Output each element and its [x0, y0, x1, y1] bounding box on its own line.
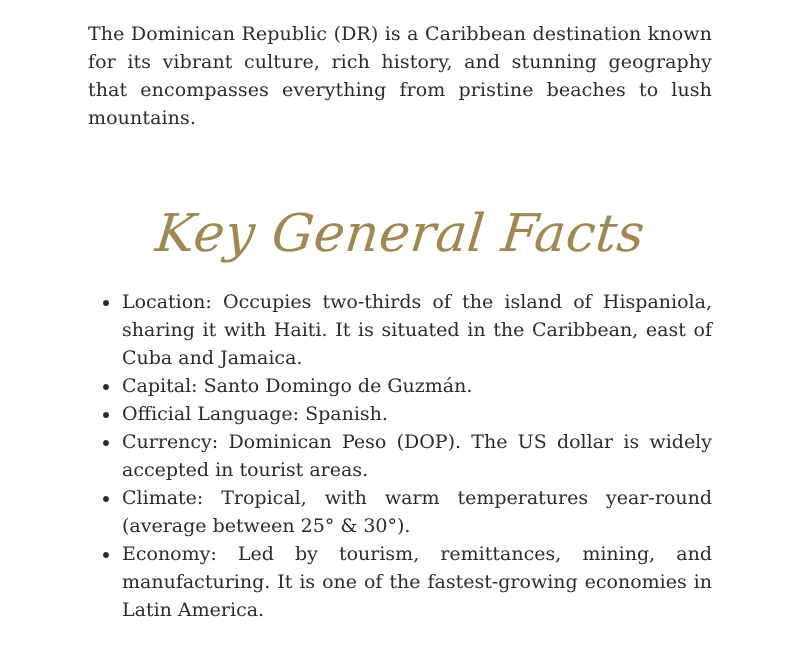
fact-economy — [88, 540, 712, 624]
fact-climate — [88, 484, 712, 540]
bullet-icon — [103, 412, 109, 418]
fact-text: Location: Occupies two-thirds of the island of Hispaniola, sharing it with Haiti. It is situated in the Caribbean, east of Cuba and Jamaica. — [122, 291, 712, 369]
fact-location — [88, 288, 712, 372]
fact-text: Economy: Led by tourism, remittances, mining, and manufacturing. It is one of the fastest-growing economies in Latin America. — [122, 543, 712, 621]
fact-currency — [88, 428, 712, 484]
fact-text: Climate: Tropical, with warm temperatures year-round (average between 25° & 30°). — [122, 487, 712, 537]
section-heading: Key General Facts — [152, 204, 648, 264]
fact-text: Capital: Santo Domingo de Guzmán. — [122, 375, 473, 397]
fact-capital — [88, 372, 712, 400]
facts-list — [88, 288, 712, 624]
fact-language — [88, 400, 712, 428]
fact-text: Currency: Dominican Peso (DOP). The US dollar is widely accepted in tourist areas. — [122, 431, 712, 481]
document-page — [88, 20, 712, 624]
bullet-icon — [103, 300, 109, 306]
intro-paragraph: The Dominican Republic (DR) is a Caribbean destination known for its vibrant culture, rich history, and stunning geography that encompasses everything from pristine beaches to lush mountains. — [88, 23, 712, 129]
bullet-icon — [103, 552, 109, 558]
heading-container — [88, 188, 712, 280]
bullet-icon — [103, 384, 109, 390]
fact-text: Official Language: Spanish. — [122, 403, 388, 425]
bullet-icon — [103, 496, 109, 502]
bullet-icon — [103, 440, 109, 446]
